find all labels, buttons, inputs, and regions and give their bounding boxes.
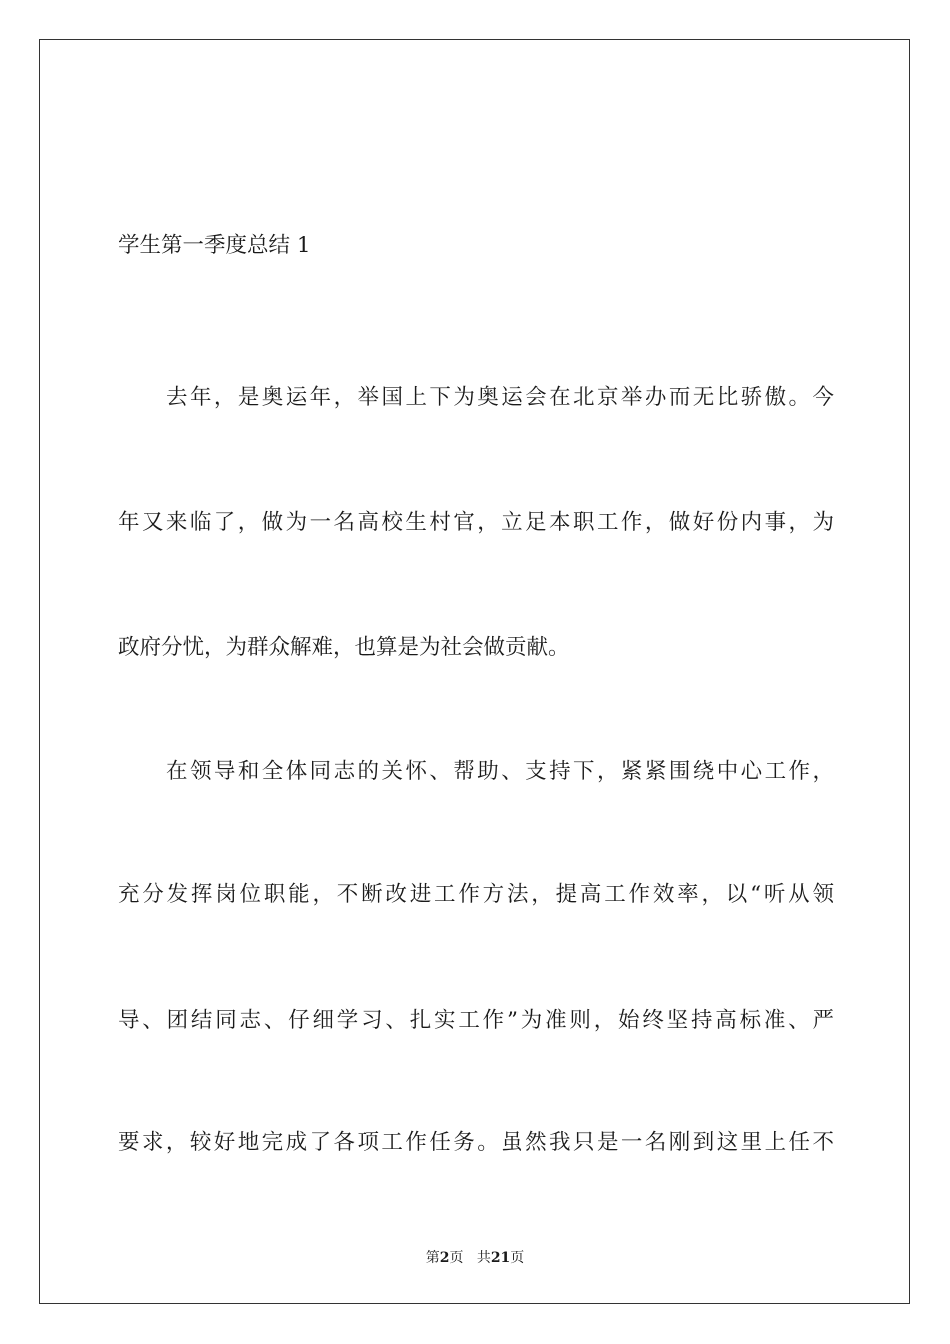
footer-total-pages: 21 — [490, 1250, 511, 1266]
paragraph-2-line-2: 充分发挥岗位职能，不断改进工作方法，提高工作效率，以“听从领 — [118, 882, 834, 907]
page-footer — [0, 1247, 950, 1267]
paragraph-2-line-1: 在领导和全体同志的关怀、帮助、支持下，紧紧围绕中心工作， — [166, 759, 834, 784]
paragraph-1-line-3: 政府分忧，为群众解难，也算是为社会做贡献。 — [118, 635, 570, 660]
paragraph-1-line-2: 年又来临了，做为一名高校生村官，立足本职工作，做好份内事，为 — [118, 510, 834, 535]
footer-page-number: 2 — [439, 1250, 450, 1266]
footer-page-suffix: 页 — [449, 1250, 464, 1266]
footer-prefix: 第 — [425, 1250, 440, 1266]
footer-total-prefix: 共 — [476, 1250, 491, 1266]
paragraph-2-line-3: 导、团结同志、仔细学习、扎实工作”为准则，始终坚持高标准、严 — [118, 1008, 834, 1033]
page-border — [39, 39, 910, 1304]
paragraph-2-line-4: 要求，较好地完成了各项工作任务。虽然我只是一名刚到这里上任不 — [118, 1130, 834, 1155]
document-title: 学生第一季度总结 1 — [118, 233, 311, 258]
paragraph-1-line-1: 去年，是奥运年，举国上下为奥运会在北京举办而无比骄傲。今 — [166, 385, 834, 410]
footer-total-suffix: 页 — [510, 1250, 525, 1266]
